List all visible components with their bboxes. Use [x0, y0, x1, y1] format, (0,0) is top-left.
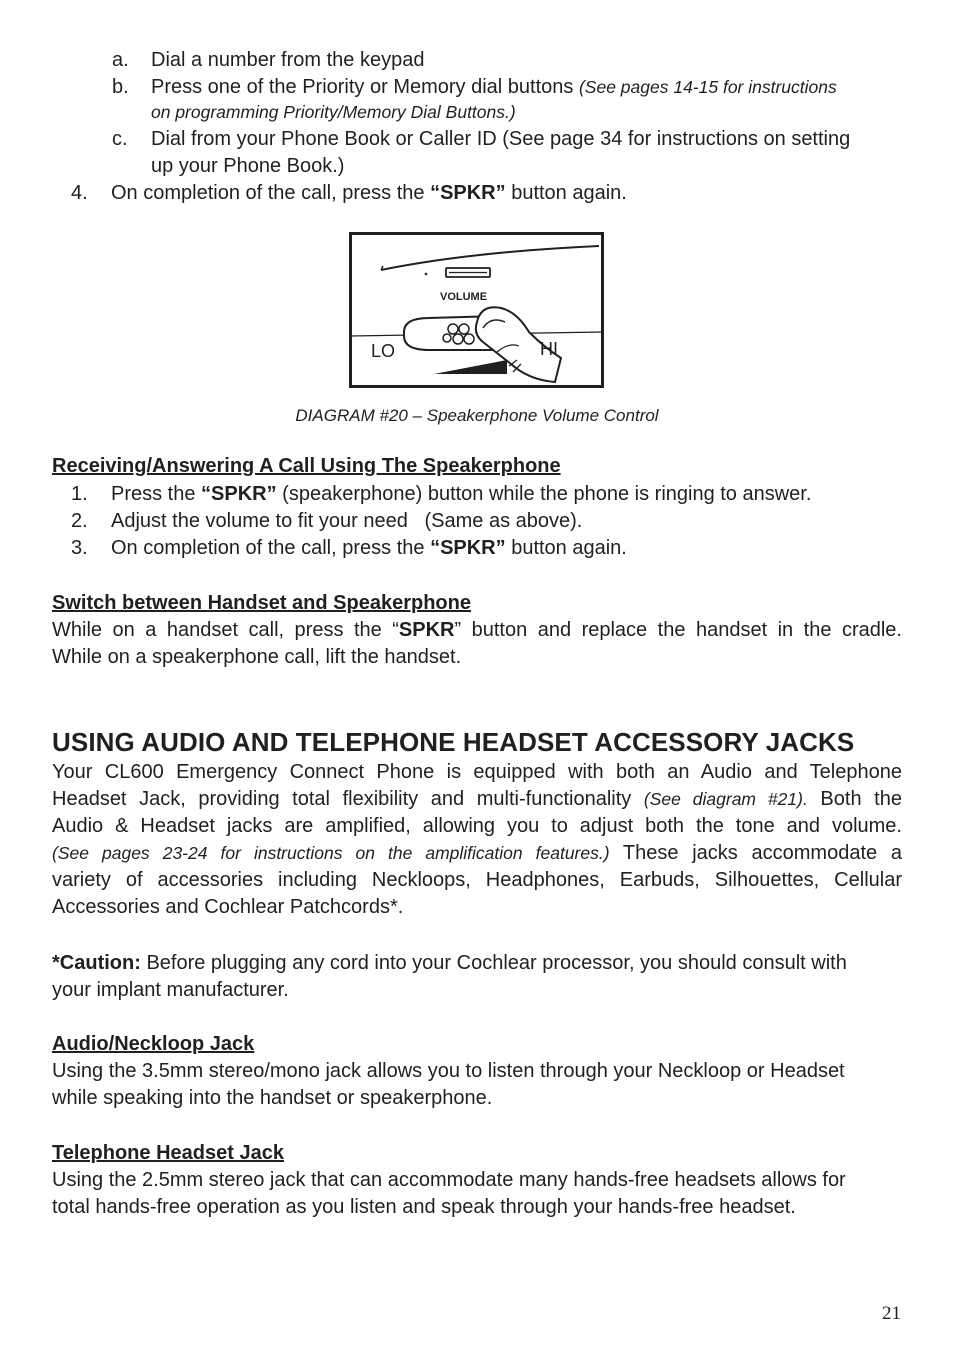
receiving-step-2: Adjust the volume to fit your need (Same as above).: [111, 510, 583, 532]
step3-item-b-text: Press one of the Priority or Memory dial buttons: [151, 76, 579, 98]
receiving-step-3-post: button again.: [505, 537, 627, 559]
step4-post: button again.: [505, 182, 627, 204]
jacks-p1-line4-note: (See pages 23-24 for instructions on the amplification features.): [52, 843, 610, 863]
switch-line-1-pre: While on a handset call, press the “: [52, 619, 399, 641]
section-heading-headset-jack: Telephone Headset Jack: [52, 1142, 284, 1164]
step3-item-b: [151, 74, 837, 101]
diagram-caption: DIAGRAM #20 – Speakerphone Volume Control: [295, 406, 659, 425]
receiving-step-3-spkr: “SPKR”: [430, 537, 506, 559]
step4-spkr: “SPKR”: [430, 182, 506, 204]
receiving-step-1: [111, 481, 811, 508]
caution-line-1: [52, 950, 847, 977]
switch-line-2: While on a speakerphone call, lift the handset.: [52, 646, 462, 668]
list-marker-r2: 2.: [71, 510, 88, 532]
caution-label: *Caution:: [52, 952, 141, 974]
step3-item-a: Dial a number from the keypad: [151, 49, 425, 71]
step3-item-c-line1: Dial from your Phone Book or Caller ID (See page 34 for instructions on setting: [151, 128, 851, 150]
jacks-p1-line2-post: Both the: [807, 788, 902, 810]
diagram-label-hi: HI: [540, 339, 558, 359]
caution-text: Before plugging any cord into your Cochlear processor, you should consult with: [140, 952, 847, 974]
diagram-label-volume: VOLUME: [440, 291, 488, 303]
switch-line-1-spkr: SPKR: [398, 619, 455, 641]
section-heading-audio-jack: Audio/Neckloop Jack: [52, 1033, 255, 1055]
audio-jack-line-1: Using the 3.5mm stereo/mono jack allows you to listen through your Neckloop or Headset: [52, 1060, 845, 1082]
list-marker-4: 4.: [71, 182, 88, 204]
jacks-p1-line1: Your CL600 Emergency Connect Phone is equipped with both an Audio and Telephone: [52, 761, 902, 783]
receiving-step-3-pre: On completion of the call, press the: [111, 537, 431, 559]
step3-item-c-line2: up your Phone Book.): [151, 155, 345, 177]
receiving-step-1-spkr: “SPKR”: [201, 483, 277, 505]
jacks-p1-line2-note: (See diagram #21).: [643, 789, 808, 809]
switch-line-1: [52, 617, 902, 644]
step3-item-b-note-line2: on programming Priority/Memory Dial Buttons.): [151, 102, 516, 122]
jacks-p1-line5: variety of accessories including Neckloops, Headphones, Earbuds, Silhouettes, Cellular: [52, 869, 902, 891]
section-heading-switch: Switch between Handset and Speakerphone: [52, 592, 471, 614]
volume-control-diagram: [349, 232, 604, 388]
page-number: 21: [882, 1303, 901, 1324]
jacks-p1-line6: Accessories and Cochlear Patchcords*.: [52, 896, 404, 918]
list-marker-r3: 3.: [71, 537, 88, 559]
receiving-step-3: [111, 535, 627, 562]
jacks-p1-line4-post: These jacks accommodate a: [609, 842, 902, 864]
jacks-p1-line4: [52, 840, 902, 867]
receiving-step-1-pre: Press the: [111, 483, 202, 505]
volume-control-illustration: [349, 232, 604, 388]
step3-item-b-note: (See pages 14-15 for instructions: [578, 77, 837, 97]
switch-line-1-post: ” button and replace the handset in the cradle.: [454, 619, 902, 641]
audio-jack-line-2: while speaking into the handset or speakerphone.: [52, 1087, 493, 1109]
step4-pre: On completion of the call, press the: [111, 182, 431, 204]
jacks-p1-line2: [52, 786, 902, 813]
headset-jack-line-1: Using the 2.5mm stereo jack that can accommodate many hands-free headsets allows for: [52, 1169, 846, 1191]
list-marker-b: b.: [112, 76, 129, 98]
list-marker-r1: 1.: [71, 483, 88, 505]
jacks-p1-line3: Audio & Headset jacks are amplified, allowing you to adjust both the tone and volume.: [52, 815, 902, 837]
page-title-accessory-jacks: USING AUDIO AND TELEPHONE HEADSET ACCESSORY JACKS: [52, 727, 855, 757]
receiving-step-1-post: (speakerphone) button while the phone is ringing to answer.: [276, 483, 812, 505]
section-heading-receiving: Receiving/Answering A Call Using The Speakerphone: [52, 455, 561, 477]
caution-line-2: your implant manufacturer.: [52, 979, 289, 1001]
step4-text: [111, 180, 627, 207]
diagram-label-lo: LO: [371, 341, 396, 361]
list-marker-c: c.: [112, 128, 128, 150]
list-marker-a: a.: [112, 49, 129, 71]
headset-jack-line-2: total hands-free operation as you listen and speak through your hands-free headset.: [52, 1196, 796, 1218]
jacks-p1-line2-pre: Headset Jack, providing total flexibility and multi-functionality: [52, 788, 644, 810]
